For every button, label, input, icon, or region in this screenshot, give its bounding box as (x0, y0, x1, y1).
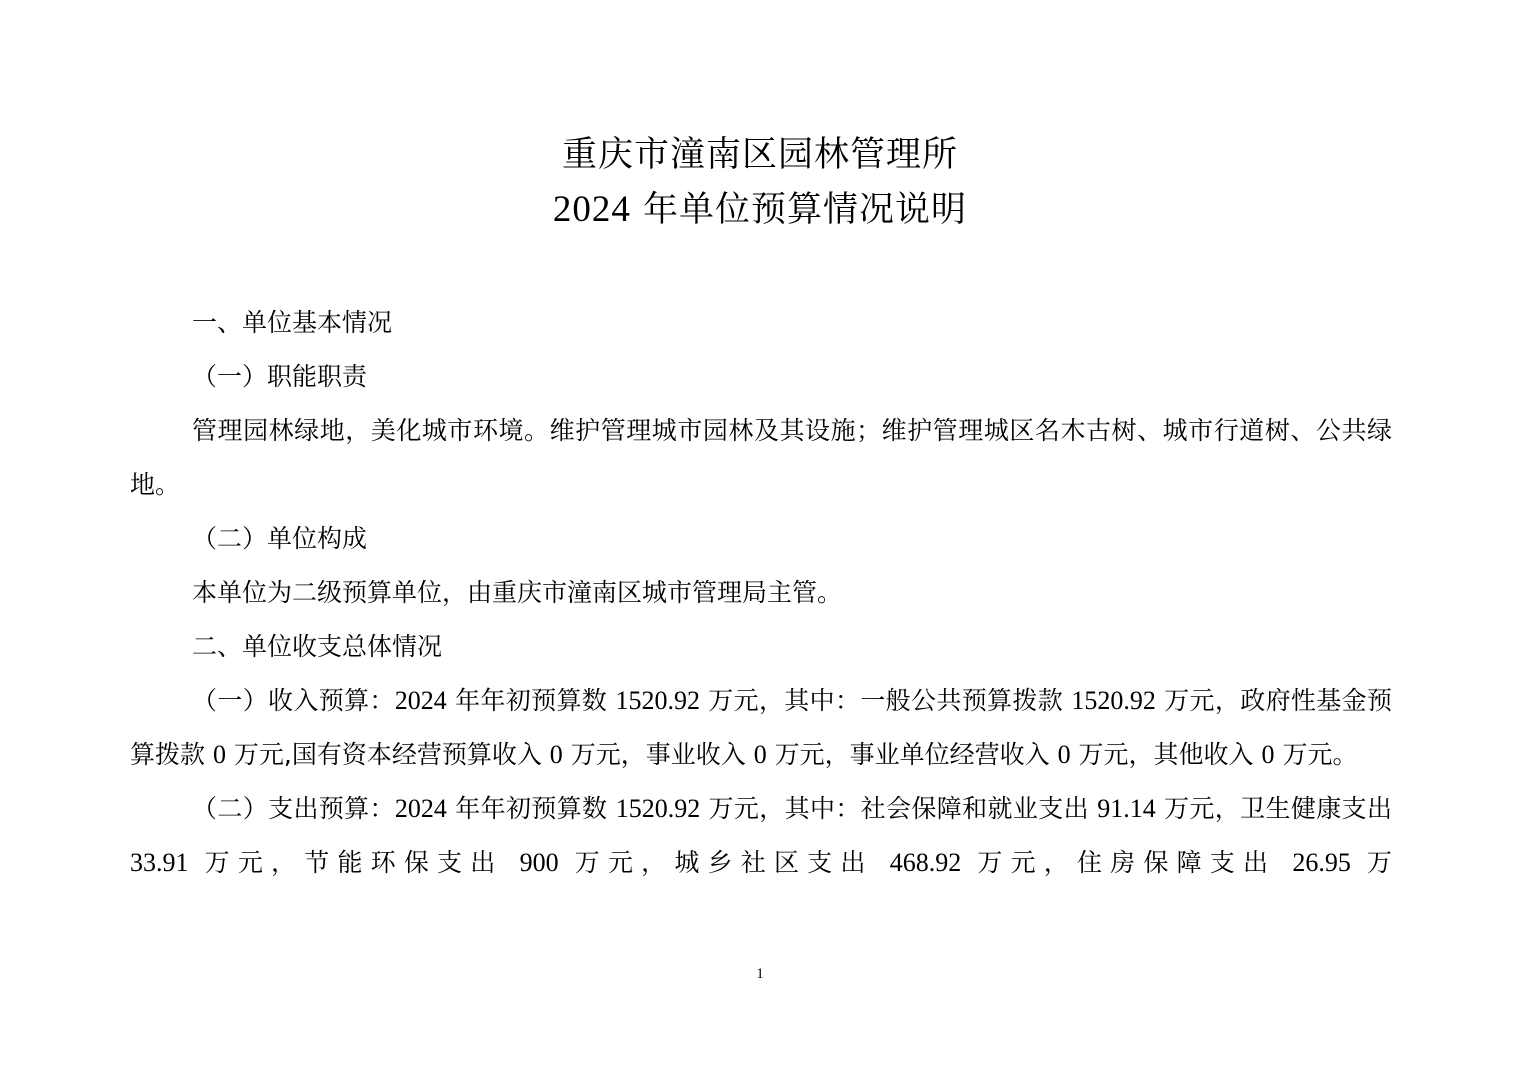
document-title-line2 (0, 186, 1520, 234)
income-general-public: 1520.92 (1071, 686, 1156, 715)
income-budget-paragraph (130, 674, 1392, 782)
section-1-heading: 一、单位基本情况 (192, 308, 393, 337)
income-label: （一）收入预算： (192, 686, 395, 715)
income-text-7: 万元，事业单位经营收入 (766, 740, 1058, 769)
document-title-line1: 重庆市潼南区园林管理所 (561, 135, 958, 175)
income-business: 0 (753, 740, 767, 769)
expense-label: （二）支出预算： (192, 794, 395, 823)
expense-text-8: 万 (1350, 848, 1392, 877)
income-text-6: 万元，事业收入 (562, 740, 754, 769)
expense-text-7: 万元，住房保障支出 (961, 848, 1293, 877)
income-text-5: 万元,国有资本经营预算收入 (225, 740, 550, 769)
section-1-1-text: 管理园林绿地，美化城市环境。维护管理城市园林及其设施；维护管理城区名木古树、城市行道树、公共绿地。 (130, 416, 1392, 499)
document-body (130, 296, 1392, 890)
expense-text-2: 年年初预算数 (446, 794, 616, 823)
expense-health: 33.91 (130, 848, 189, 877)
expense-social-security: 91.14 (1097, 794, 1156, 823)
income-total: 1520.92 (615, 686, 700, 715)
income-gov-fund: 0 (212, 740, 226, 769)
income-text-9: 万元。 (1274, 740, 1358, 769)
income-text-2: 年年初预算数 (446, 686, 616, 715)
expense-total: 1520.92 (615, 794, 701, 823)
section-2-heading: 二、单位收支总体情况 (192, 632, 443, 661)
page-number: 1 (756, 966, 764, 982)
section-1-2-heading: （二）单位构成 (192, 524, 368, 553)
income-operating: 0 (1057, 740, 1071, 769)
income-other: 0 (1261, 740, 1275, 769)
income-state-capital: 0 (549, 740, 563, 769)
income-year: 2024 (394, 686, 447, 715)
expense-energy: 900 (519, 848, 559, 877)
income-text-3: 万元，其中：一般公共预算拨款 (699, 686, 1072, 715)
income-text-4: 万元，政府性基金预算拨款 (130, 686, 1392, 769)
expense-text-5: 万元，节能环保支出 (188, 848, 520, 877)
expense-urban-rural: 468.92 (889, 848, 962, 877)
expense-text-4: 万元，卫生健康支出 (1155, 794, 1392, 823)
section-1-2-text: 本单位为二级预算单位，由重庆市潼南区城市管理局主管。 (192, 578, 843, 607)
section-1-1-heading: （一）职能职责 (192, 362, 368, 391)
expense-year: 2024 (394, 794, 447, 823)
title-year: 2024 (552, 189, 631, 230)
income-text-8: 万元，其他收入 (1070, 740, 1262, 769)
title-rest: 年单位预算情况说明 (630, 190, 968, 230)
expense-housing: 26.95 (1292, 848, 1351, 877)
expenditure-budget-paragraph (130, 782, 1392, 890)
expense-text-6: 万元，城乡社区支出 (558, 848, 890, 877)
expense-text-3: 万元，其中：社会保障和就业支出 (700, 794, 1098, 823)
